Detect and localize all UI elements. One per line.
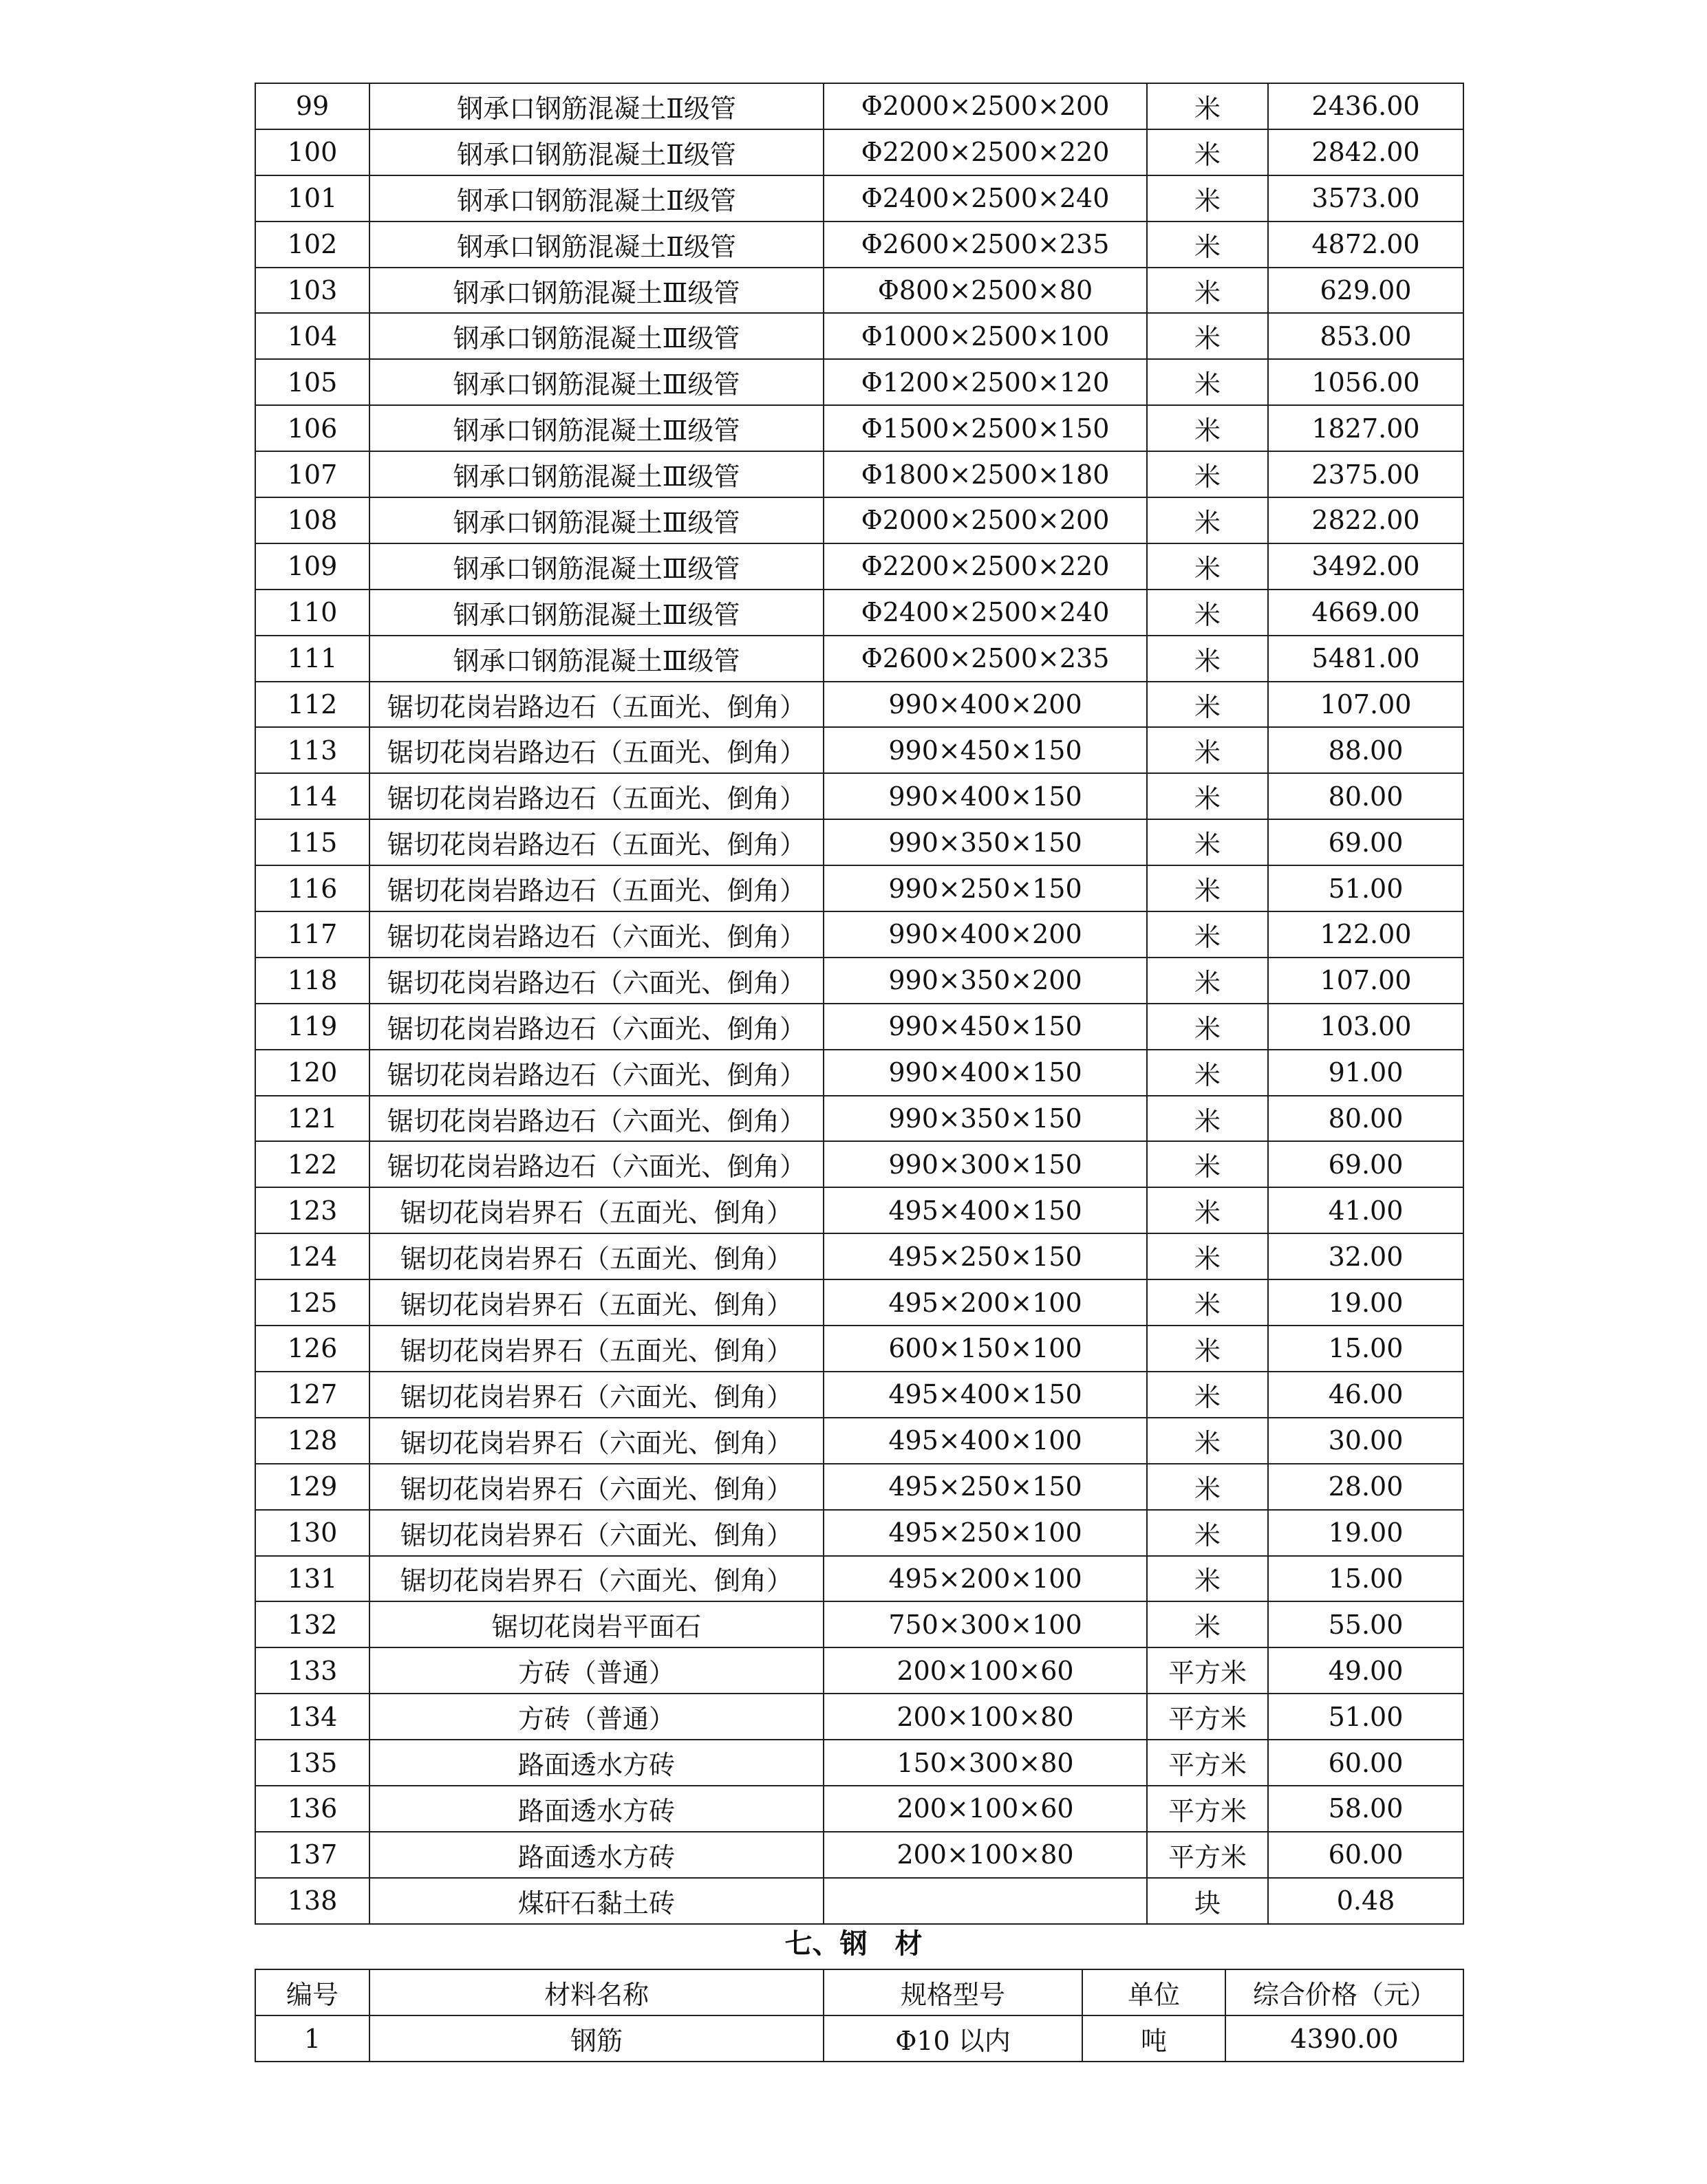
cell-unit: 米 [1147,865,1268,911]
table-row [255,1740,1463,1786]
table-row [255,1326,1463,1372]
table-row [255,1694,1463,1740]
table-row [255,1786,1463,1832]
cell-spec: Φ2200×2500×220 [824,543,1147,590]
cell-material-name: 钢承口钢筋混凝土Ⅲ级管 [369,451,824,497]
cell-material-name: 锯切花岗岩路边石（六面光、倒角） [369,1141,824,1187]
cell-spec: 495×400×100 [824,1418,1147,1464]
cell-material-name: 锯切花岗岩路边石（五面光、倒角） [369,819,824,865]
cell-spec: 990×250×150 [824,865,1147,911]
cell-number: 104 [255,313,369,359]
cell-spec: 495×250×100 [824,1510,1147,1556]
cell-price: 4669.00 [1268,590,1463,636]
cell-unit: 平方米 [1147,1694,1268,1740]
table-row [255,129,1463,175]
cell-material-name: 锯切花岗岩路边石（五面光、倒角） [369,727,824,773]
table-row [255,1832,1463,1878]
cell-spec: 990×350×150 [824,819,1147,865]
cell-number: 109 [255,543,369,590]
cell-unit: 米 [1147,1464,1268,1510]
cell-spec: 990×400×150 [824,773,1147,819]
cell-unit: 米 [1147,1601,1268,1647]
cell-spec: Φ2600×2500×235 [824,221,1147,268]
cell-unit: 米 [1147,773,1268,819]
cell-number: 121 [255,1096,369,1142]
cell-number: 99 [255,83,369,129]
cell-price: 60.00 [1268,1832,1463,1878]
cell-number: 129 [255,1464,369,1510]
cell-material-name: 锯切花岗岩界石（六面光、倒角） [369,1556,824,1602]
cell-spec: 990×400×150 [824,1050,1147,1096]
cell-price: 51.00 [1268,1694,1463,1740]
cell-unit: 米 [1147,451,1268,497]
cell-number: 133 [255,1647,369,1694]
cell-unit: 米 [1147,221,1268,268]
table-row [255,1004,1463,1050]
cell-spec: Φ2600×2500×235 [824,636,1147,682]
table-row [255,727,1463,773]
table-row [255,1556,1463,1602]
cell-material-name: 钢承口钢筋混凝土Ⅲ级管 [369,590,824,636]
cell-unit: 平方米 [1147,1647,1268,1694]
table-row [255,773,1463,819]
cell-unit: 米 [1147,405,1268,451]
cell-price: 3573.00 [1268,175,1463,221]
table-row [255,1601,1463,1647]
cell-number: 119 [255,1004,369,1050]
cell-unit: 米 [1147,1233,1268,1279]
cell-spec: Φ2200×2500×220 [824,129,1147,175]
cell-unit: 米 [1147,1418,1268,1464]
table-row [255,682,1463,728]
cell-number: 110 [255,590,369,636]
cell-spec: 990×400×200 [824,911,1147,958]
cell-spec: Φ2400×2500×240 [824,590,1147,636]
cell-material-name: 钢承口钢筋混凝土Ⅱ级管 [369,83,824,129]
cell-price: 46.00 [1268,1372,1463,1418]
cell-unit: 米 [1147,268,1268,314]
table-row [255,1279,1463,1326]
cell-spec: 495×400×150 [824,1372,1147,1418]
cell-spec: 990×450×150 [824,1004,1147,1050]
cell-spec: 200×100×60 [824,1647,1147,1694]
cell-number: 126 [255,1326,369,1372]
cell-number: 117 [255,911,369,958]
table-row [255,911,1463,958]
cell-unit: 米 [1147,1279,1268,1326]
cell-spec: Φ1000×2500×100 [824,313,1147,359]
cell-spec: Φ800×2500×80 [824,268,1147,314]
cell-unit: 米 [1147,1372,1268,1418]
cell-price: 49.00 [1268,1647,1463,1694]
cell-spec: Φ1800×2500×180 [824,451,1147,497]
table-row [255,865,1463,911]
header-price: 综合价格（元） [1225,1969,1463,2015]
table-row [255,958,1463,1004]
cell-spec: 750×300×100 [824,1601,1147,1647]
cell-material-name: 锯切花岗岩路边石（六面光、倒角） [369,1004,824,1050]
table-header-row [255,1969,1463,2015]
cell-material-name: 锯切花岗岩路边石（五面光、倒角） [369,865,824,911]
cell-number: 138 [255,1878,369,1924]
cell-material-name: 锯切花岗岩路边石（六面光、倒角） [369,1050,824,1096]
cell-price: 19.00 [1268,1510,1463,1556]
cell-price: 32.00 [1268,1233,1463,1279]
cell-number: 128 [255,1418,369,1464]
cell-number: 137 [255,1832,369,1878]
cell-spec: 495×250×150 [824,1464,1147,1510]
cell-unit: 米 [1147,958,1268,1004]
cell-unit: 米 [1147,1510,1268,1556]
cell-number: 115 [255,819,369,865]
cell-material-name: 钢承口钢筋混凝土Ⅲ级管 [369,636,824,682]
cell-number: 127 [255,1372,369,1418]
cell-price: 107.00 [1268,958,1463,1004]
cell-price: 19.00 [1268,1279,1463,1326]
cell-unit: 米 [1147,1050,1268,1096]
cell-unit: 米 [1147,636,1268,682]
cell-unit: 平方米 [1147,1740,1268,1786]
cell-number: 1 [255,2015,369,2062]
header-spec: 规格型号 [824,1969,1082,2015]
table-row [255,2015,1463,2062]
table-row [255,405,1463,451]
table-row [255,1096,1463,1142]
cell-material-name: 锯切花岗岩界石（六面光、倒角） [369,1464,824,1510]
cell-price: 629.00 [1268,268,1463,314]
cell-material-name: 锯切花岗岩界石（五面光、倒角） [369,1279,824,1326]
cell-spec: Φ2000×2500×200 [824,83,1147,129]
cell-unit: 吨 [1082,2015,1225,2062]
cell-number: 101 [255,175,369,221]
cell-material-name: 钢承口钢筋混凝土Ⅲ级管 [369,543,824,590]
cell-material-name: 路面透水方砖 [369,1740,824,1786]
cell-unit: 米 [1147,682,1268,728]
cell-spec: Φ10 以内 [824,2015,1082,2062]
cell-unit: 米 [1147,1004,1268,1050]
cell-number: 113 [255,727,369,773]
cell-unit: 米 [1147,911,1268,958]
table-row [255,1510,1463,1556]
cell-unit: 米 [1147,1141,1268,1187]
cell-price: 3492.00 [1268,543,1463,590]
cell-number: 108 [255,497,369,543]
cell-unit: 米 [1147,129,1268,175]
table-row [255,1878,1463,1924]
cell-material-name: 钢承口钢筋混凝土Ⅱ级管 [369,129,824,175]
cell-material-name: 锯切花岗岩界石（五面光、倒角） [369,1233,824,1279]
cell-spec: 990×350×150 [824,1096,1147,1142]
cell-unit: 块 [1147,1878,1268,1924]
steel-table [255,1969,1464,2062]
cell-number: 123 [255,1187,369,1233]
cell-spec: Φ2000×2500×200 [824,497,1147,543]
cell-material-name: 钢承口钢筋混凝土Ⅲ级管 [369,405,824,451]
table-row [255,359,1463,405]
cell-material-name: 锯切花岗岩界石（六面光、倒角） [369,1372,824,1418]
cell-material-name: 锯切花岗岩路边石（五面光、倒角） [369,773,824,819]
cell-material-name: 方砖（普通） [369,1694,824,1740]
cell-price: 4390.00 [1225,2015,1463,2062]
cell-spec: Φ1500×2500×150 [824,405,1147,451]
cell-material-name: 钢承口钢筋混凝土Ⅲ级管 [369,268,824,314]
cell-spec: 495×200×100 [824,1556,1147,1602]
cell-number: 135 [255,1740,369,1786]
cell-price: 0.48 [1268,1878,1463,1924]
cell-number: 122 [255,1141,369,1187]
cell-price: 60.00 [1268,1740,1463,1786]
cell-material-name: 锯切花岗岩路边石（六面光、倒角） [369,1096,824,1142]
cell-material-name: 锯切花岗岩界石（六面光、倒角） [369,1418,824,1464]
table-row [255,1464,1463,1510]
cell-material-name: 锯切花岗岩界石（六面光、倒角） [369,1510,824,1556]
cell-material-name: 钢承口钢筋混凝土Ⅲ级管 [369,313,824,359]
section-title-steel: 七、钢 材 [784,1928,923,1960]
cell-spec: 990×450×150 [824,727,1147,773]
cell-price: 91.00 [1268,1050,1463,1096]
cell-price: 2822.00 [1268,497,1463,543]
cell-number: 112 [255,682,369,728]
cell-number: 118 [255,958,369,1004]
cell-spec: Φ2400×2500×240 [824,175,1147,221]
cell-price: 55.00 [1268,1601,1463,1647]
price-table-body [255,83,1463,1924]
cell-material-name: 钢承口钢筋混凝土Ⅲ级管 [369,497,824,543]
cell-number: 124 [255,1233,369,1279]
cell-price: 1827.00 [1268,405,1463,451]
cell-price: 853.00 [1268,313,1463,359]
cell-material-name: 锯切花岗岩路边石（六面光、倒角） [369,911,824,958]
cell-unit: 米 [1147,359,1268,405]
header-number: 编号 [255,1969,369,2015]
table-row [255,268,1463,314]
cell-spec: 200×100×80 [824,1832,1147,1878]
cell-number: 130 [255,1510,369,1556]
table-row [255,1187,1463,1233]
cell-spec: 150×300×80 [824,1740,1147,1786]
cell-price: 88.00 [1268,727,1463,773]
cell-spec [824,1878,1147,1924]
cell-number: 103 [255,268,369,314]
cell-material-name: 锯切花岗岩路边石（六面光、倒角） [369,958,824,1004]
table-row [255,451,1463,497]
cell-material-name: 锯切花岗岩平面石 [369,1601,824,1647]
cell-unit: 米 [1147,175,1268,221]
cell-material-name: 锯切花岗岩路边石（五面光、倒角） [369,682,824,728]
cell-number: 131 [255,1556,369,1602]
cell-price: 2436.00 [1268,83,1463,129]
cell-spec: 200×100×60 [824,1786,1147,1832]
cell-price: 41.00 [1268,1187,1463,1233]
cell-price: 107.00 [1268,682,1463,728]
cell-unit: 米 [1147,1096,1268,1142]
table-row [255,543,1463,590]
cell-price: 69.00 [1268,819,1463,865]
cell-unit: 米 [1147,590,1268,636]
cell-material-name: 钢承口钢筋混凝土Ⅱ级管 [369,221,824,268]
cell-material-name: 路面透水方砖 [369,1832,824,1878]
cell-material-name: 方砖（普通） [369,1647,824,1694]
table-row [255,497,1463,543]
table-row [255,1141,1463,1187]
price-table [255,83,1464,1925]
cell-unit: 米 [1147,497,1268,543]
cell-unit: 米 [1147,1187,1268,1233]
cell-unit: 米 [1147,727,1268,773]
cell-number: 136 [255,1786,369,1832]
cell-number: 116 [255,865,369,911]
cell-material-name: 路面透水方砖 [369,1786,824,1832]
cell-spec: 495×250×150 [824,1233,1147,1279]
cell-number: 100 [255,129,369,175]
cell-number: 106 [255,405,369,451]
table-row [255,221,1463,268]
cell-unit: 米 [1147,313,1268,359]
header-material-name: 材料名称 [369,1969,824,2015]
cell-spec: 200×100×80 [824,1694,1147,1740]
table-row [255,590,1463,636]
cell-unit: 米 [1147,1556,1268,1602]
table-row [255,313,1463,359]
cell-unit: 米 [1147,543,1268,590]
cell-price: 1056.00 [1268,359,1463,405]
cell-material-name: 锯切花岗岩界石（五面光、倒角） [369,1326,824,1372]
table-row [255,83,1463,129]
cell-price: 2842.00 [1268,129,1463,175]
cell-price: 69.00 [1268,1141,1463,1187]
table-row [255,819,1463,865]
table-row [255,175,1463,221]
cell-price: 122.00 [1268,911,1463,958]
cell-spec: 495×200×100 [824,1279,1147,1326]
cell-spec: 990×400×200 [824,682,1147,728]
cell-number: 114 [255,773,369,819]
cell-number: 111 [255,636,369,682]
table-row [255,1647,1463,1694]
cell-unit: 平方米 [1147,1832,1268,1878]
cell-unit: 平方米 [1147,1786,1268,1832]
cell-number: 134 [255,1694,369,1740]
cell-unit: 米 [1147,819,1268,865]
cell-spec: 990×300×150 [824,1141,1147,1187]
cell-material-name: 锯切花岗岩界石（五面光、倒角） [369,1187,824,1233]
cell-spec: 990×350×200 [824,958,1147,1004]
cell-unit: 米 [1147,83,1268,129]
cell-price: 28.00 [1268,1464,1463,1510]
header-unit: 单位 [1082,1969,1225,2015]
steel-table-body [255,2015,1463,2062]
cell-price: 80.00 [1268,1096,1463,1142]
cell-price: 5481.00 [1268,636,1463,682]
table-row [255,1372,1463,1418]
cell-spec: 600×150×100 [824,1326,1147,1372]
cell-spec: Φ1200×2500×120 [824,359,1147,405]
cell-price: 51.00 [1268,865,1463,911]
cell-number: 107 [255,451,369,497]
cell-price: 15.00 [1268,1326,1463,1372]
cell-material-name: 钢筋 [369,2015,824,2062]
cell-number: 125 [255,1279,369,1326]
cell-price: 103.00 [1268,1004,1463,1050]
cell-number: 120 [255,1050,369,1096]
cell-price: 4872.00 [1268,221,1463,268]
cell-material-name: 煤矸石黏土砖 [369,1878,824,1924]
cell-price: 58.00 [1268,1786,1463,1832]
cell-price: 2375.00 [1268,451,1463,497]
cell-price: 30.00 [1268,1418,1463,1464]
table-row [255,1233,1463,1279]
table-row [255,1418,1463,1464]
cell-spec: 495×400×150 [824,1187,1147,1233]
cell-number: 105 [255,359,369,405]
cell-material-name: 钢承口钢筋混凝土Ⅱ级管 [369,175,824,221]
table-row [255,636,1463,682]
cell-price: 80.00 [1268,773,1463,819]
cell-price: 15.00 [1268,1556,1463,1602]
cell-number: 132 [255,1601,369,1647]
cell-number: 102 [255,221,369,268]
cell-unit: 米 [1147,1326,1268,1372]
cell-material-name: 钢承口钢筋混凝土Ⅲ级管 [369,359,824,405]
table-row [255,1050,1463,1096]
